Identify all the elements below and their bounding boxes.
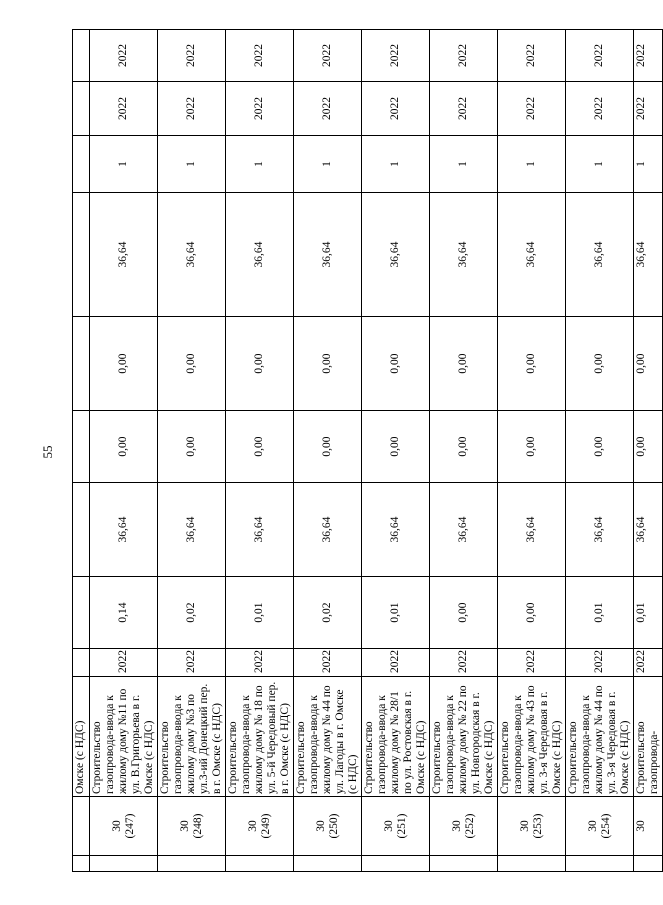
table-cell [73,856,90,872]
table-row [498,30,566,872]
investment-table [72,29,663,872]
table-cell: 0,00 [430,577,498,649]
item-number-cell: 30 (249) [226,797,294,856]
table-cell: 0,00 [294,317,362,411]
table-cell: 36,64 [566,483,634,577]
table-cell: 1 [634,136,663,193]
table-cell: 0,00 [90,411,158,483]
table-row [566,30,634,872]
table-cell: 36,64 [362,483,430,577]
table-cell: 2022 [498,82,566,136]
page-number: 55 [40,445,55,459]
table-row [226,30,294,872]
table-cell: 2022 [294,30,362,82]
table-cell: 0,01 [226,577,294,649]
table-cell [226,856,294,872]
table-cell: 0,01 [634,577,663,649]
table-cell: 36,64 [498,483,566,577]
project-name-cell: Строительство газопровода-ввода к жилому дому №11 по ул. В.Григорьева в г. Омске (с НДС) [90,677,158,797]
table-cell: 36,64 [362,193,430,317]
table-cell [430,856,498,872]
table-cell: 0,00 [226,317,294,411]
table-cell: 2022 [634,30,663,82]
table-cell: 2022 [430,82,498,136]
table-cell: 2022 [430,649,498,677]
project-name-cell: Строительство газопровода-ввода к жилому дому №3 по ул.3-ий Донецкий пер. в г. Омске (с НДС) [158,677,226,797]
table-cell: 36,64 [634,193,663,317]
table-cell: 36,64 [498,193,566,317]
table-cell: 2022 [158,82,226,136]
table-cell: 1 [362,136,430,193]
project-name-cell: Строительство газопровода-ввода к жилому дому № 44 по ул. 3-я Чередовая в г. Омске (с НДС) [566,677,634,797]
table-cell: 0,00 [430,317,498,411]
table-cell: 0,00 [430,411,498,483]
table-cell: 0,02 [158,577,226,649]
table-cell: 2022 [566,82,634,136]
table-cell: 2022 [294,82,362,136]
table-cell: 2022 [430,30,498,82]
table-cell: 1 [430,136,498,193]
table-cell [73,82,90,136]
table-cell: 2022 [634,649,663,677]
table-cell [498,856,566,872]
table-cell: 36,64 [226,193,294,317]
table-cell: 36,64 [158,193,226,317]
project-name-cell: Строительство газопровода-ввода к жилому дому № 28/1 по ул. Ростовская в г. Омске (с НДС) [362,677,430,797]
table-cell: 2022 [158,30,226,82]
table-cell [158,856,226,872]
table-cell [73,577,90,649]
table-cell: 36,64 [634,483,663,577]
table-cell: 36,64 [158,483,226,577]
table-row [634,30,663,872]
table-cell [566,856,634,872]
table-cell: 2022 [566,649,634,677]
table-cell: 1 [498,136,566,193]
table-cell [634,856,663,872]
table-cell [90,856,158,872]
table-cell: 36,64 [226,483,294,577]
table-cell: 0,00 [498,411,566,483]
table-row [362,30,430,872]
table-cell: 36,64 [430,483,498,577]
rotated-page-content [72,30,660,872]
table-cell: 0,02 [294,577,362,649]
table-cell: 2022 [566,30,634,82]
table-cell: 2022 [362,82,430,136]
table-cell: 0,00 [634,411,663,483]
project-name-cell: Строительство газопровода-ввода к жилому дому № 43 по ул. 3-я Чередовая в г. Омске (с НДС) [498,677,566,797]
table-cell: 2022 [90,30,158,82]
project-name-cell: Строительство газопровода-ввода к жилому дому № 18 по ул. 5-й Чередовый пер. в г. Омске (с НДС) [226,677,294,797]
table-cell [73,649,90,677]
table-cell: 36,64 [90,193,158,317]
item-number-cell: 30 (252) [430,797,498,856]
table-cell: 1 [90,136,158,193]
table-cell: 1 [566,136,634,193]
table-cell [73,483,90,577]
table-cell [294,856,362,872]
table-cell: 2022 [498,649,566,677]
table-cell: 0,14 [90,577,158,649]
table-cell: 2022 [294,649,362,677]
table-cell: 0,00 [158,411,226,483]
table-cell: 2022 [226,30,294,82]
table-cell [73,193,90,317]
table-cell: 2022 [90,82,158,136]
table-cell: 36,64 [90,483,158,577]
table-cell: 2022 [226,649,294,677]
table-row [90,30,158,872]
item-number-cell: 30 (248) [158,797,226,856]
table-cell: 2022 [362,649,430,677]
table-cell [73,797,90,856]
table-cell: 2022 [226,82,294,136]
table-row [158,30,226,872]
item-number-cell: 30 (253) [498,797,566,856]
table-cell [73,30,90,82]
table-cell: 1 [294,136,362,193]
project-name-cell: Строительство газопровода- [634,677,663,797]
table-cell: 0,00 [566,317,634,411]
table-cell: 36,64 [430,193,498,317]
table-cell: 0,00 [362,317,430,411]
table-cell: 2022 [498,30,566,82]
table-cell: 0,01 [362,577,430,649]
item-number-cell: 30 (251) [362,797,430,856]
table-cell: 2022 [158,649,226,677]
table-cell [73,411,90,483]
table-cell: 0,00 [158,317,226,411]
table-cell: 36,64 [294,483,362,577]
table-cell: 1 [158,136,226,193]
project-name-cell: Омске (с НДС) [73,677,90,797]
continuation-header-row [73,30,90,872]
table-cell: 0,00 [362,411,430,483]
table-cell: 2022 [362,30,430,82]
project-name-cell: Строительство газопровода-ввода к жилому дому № 22 по ул. Новгородская в г. Омске (с НДС) [430,677,498,797]
table-cell [362,856,430,872]
table-cell: 2022 [634,82,663,136]
table-cell: 0,00 [634,317,663,411]
table-cell: 0,00 [294,411,362,483]
table-cell: 0,00 [498,577,566,649]
table-row [294,30,362,872]
item-number-cell: 30 [634,797,663,856]
table-cell: 0,00 [226,411,294,483]
table-cell: 0,00 [566,411,634,483]
item-number-cell: 30 (254) [566,797,634,856]
table-cell: 36,64 [566,193,634,317]
project-name-cell: Строительство газопровода-ввода к жилому дому № 44 по ул. Лагоды в г. Омске (с НДС) [294,677,362,797]
table-cell: 0,00 [90,317,158,411]
table-cell: 1 [226,136,294,193]
table-cell: 2022 [90,649,158,677]
table-cell: 0,00 [498,317,566,411]
table-cell [73,136,90,193]
item-number-cell: 30 (250) [294,797,362,856]
table-cell: 0,01 [566,577,634,649]
item-number-cell: 30 (247) [90,797,158,856]
table-cell [73,317,90,411]
table-cell: 36,64 [294,193,362,317]
table-row [430,30,498,872]
